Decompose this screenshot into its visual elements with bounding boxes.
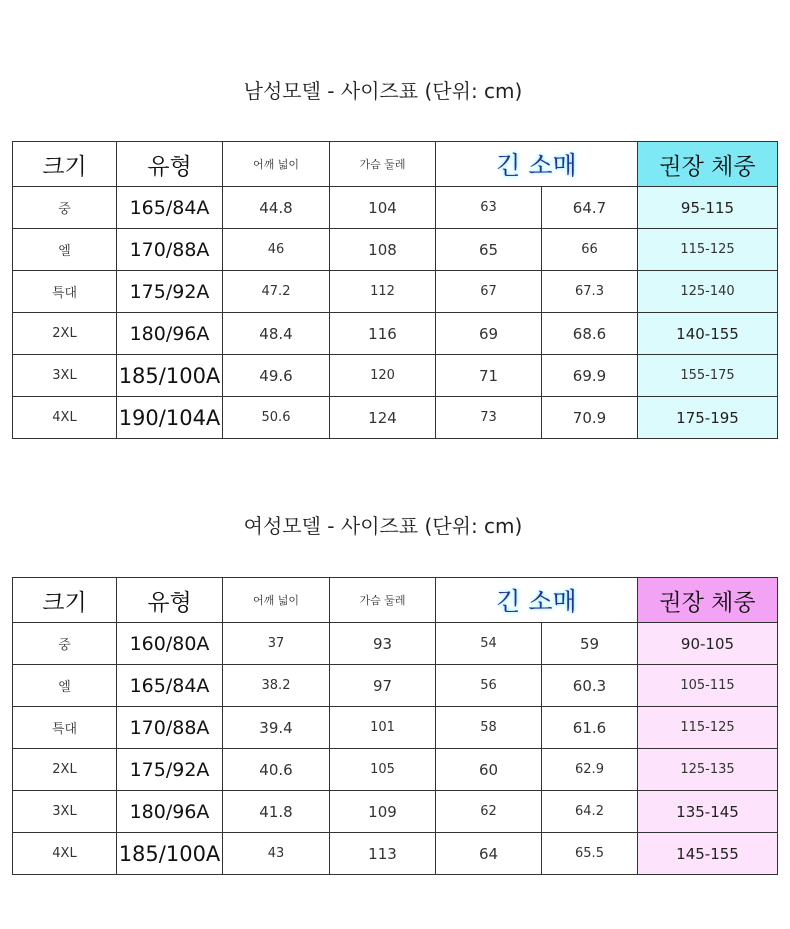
cell-sleeve-a: 65 (436, 229, 542, 271)
table-row (13, 187, 778, 229)
cell-sleeve-a: 56 (436, 665, 542, 707)
header-sleeve: 긴 소매 (436, 578, 638, 623)
cell-sleeve-a: 73 (436, 397, 542, 439)
cell-sleeve-b: 64.2 (542, 791, 638, 833)
cell-weight: 115-125 (638, 707, 778, 749)
cell-size: 2XL (13, 749, 117, 791)
cell-chest: 120 (330, 355, 436, 397)
table-row (13, 707, 778, 749)
table-row (13, 623, 778, 665)
cell-shoulder: 37 (223, 623, 330, 665)
cell-chest: 124 (330, 397, 436, 439)
cell-weight: 95-115 (638, 187, 778, 229)
cell-size: 중 (13, 623, 117, 665)
cell-type: 170/88A (117, 707, 223, 749)
cell-sleeve-b: 66 (542, 229, 638, 271)
cell-type: 185/100A (117, 833, 223, 875)
cell-type: 180/96A (117, 313, 223, 355)
cell-chest: 93 (330, 623, 436, 665)
table-row (13, 397, 778, 439)
cell-sleeve-a: 64 (436, 833, 542, 875)
header-weight: 권장 체중 (638, 578, 778, 623)
cell-chest: 97 (330, 665, 436, 707)
cell-type: 175/92A (117, 271, 223, 313)
header-shoulder: 어깨 넓이 (223, 578, 330, 623)
cell-shoulder: 46 (223, 229, 330, 271)
table-row (13, 665, 778, 707)
cell-sleeve-a: 54 (436, 623, 542, 665)
cell-chest: 113 (330, 833, 436, 875)
header-shoulder: 어깨 넓이 (223, 142, 330, 187)
header-chest: 가슴 둘레 (330, 142, 436, 187)
table-row (13, 229, 778, 271)
cell-shoulder: 47.2 (223, 271, 330, 313)
cell-sleeve-b: 67.3 (542, 271, 638, 313)
table-header-row (13, 142, 778, 187)
cell-size: 3XL (13, 791, 117, 833)
cell-size: 특대 (13, 707, 117, 749)
cell-weight: 135-145 (638, 791, 778, 833)
cell-shoulder: 40.6 (223, 749, 330, 791)
cell-sleeve-a: 62 (436, 791, 542, 833)
cell-type: 170/88A (117, 229, 223, 271)
cell-weight: 115-125 (638, 229, 778, 271)
cell-sleeve-a: 58 (436, 707, 542, 749)
table-row (13, 271, 778, 313)
cell-chest: 104 (330, 187, 436, 229)
women-size-chart-title: 여성모델 - 사이즈표 (단위: cm) (243, 514, 523, 538)
header-sleeve: 긴 소매 (436, 142, 638, 187)
header-type: 유형 (117, 578, 223, 623)
cell-chest: 116 (330, 313, 436, 355)
table-row (13, 749, 778, 791)
cell-type: 175/92A (117, 749, 223, 791)
cell-sleeve-b: 61.6 (542, 707, 638, 749)
cell-shoulder: 38.2 (223, 665, 330, 707)
cell-sleeve-b: 60.3 (542, 665, 638, 707)
cell-type: 165/84A (117, 665, 223, 707)
cell-size: 4XL (13, 833, 117, 875)
cell-type: 185/100A (117, 355, 223, 397)
cell-type: 165/84A (117, 187, 223, 229)
cell-sleeve-b: 59 (542, 623, 638, 665)
cell-shoulder: 41.8 (223, 791, 330, 833)
cell-sleeve-a: 63 (436, 187, 542, 229)
cell-weight: 145-155 (638, 833, 778, 875)
table-row (13, 791, 778, 833)
cell-sleeve-b: 65.5 (542, 833, 638, 875)
men-size-chart-title: 남성모델 - 사이즈표 (단위: cm) (243, 79, 523, 103)
cell-sleeve-b: 62.9 (542, 749, 638, 791)
cell-sleeve-a: 60 (436, 749, 542, 791)
cell-weight: 125-140 (638, 271, 778, 313)
table-header-row (13, 578, 778, 623)
header-type: 유형 (117, 142, 223, 187)
cell-shoulder: 50.6 (223, 397, 330, 439)
cell-shoulder: 43 (223, 833, 330, 875)
cell-type: 190/104A (117, 397, 223, 439)
header-size: 크기 (13, 578, 117, 623)
cell-sleeve-a: 71 (436, 355, 542, 397)
cell-weight: 175-195 (638, 397, 778, 439)
cell-shoulder: 48.4 (223, 313, 330, 355)
cell-sleeve-b: 68.6 (542, 313, 638, 355)
cell-chest: 108 (330, 229, 436, 271)
men-size-table (12, 141, 778, 439)
cell-type: 180/96A (117, 791, 223, 833)
cell-sleeve-b: 70.9 (542, 397, 638, 439)
table-row (13, 313, 778, 355)
cell-size: 2XL (13, 313, 117, 355)
cell-weight: 155-175 (638, 355, 778, 397)
cell-sleeve-b: 64.7 (542, 187, 638, 229)
cell-chest: 112 (330, 271, 436, 313)
cell-chest: 105 (330, 749, 436, 791)
cell-weight: 125-135 (638, 749, 778, 791)
table-row (13, 833, 778, 875)
cell-weight: 90-105 (638, 623, 778, 665)
cell-size: 특대 (13, 271, 117, 313)
cell-size: 3XL (13, 355, 117, 397)
cell-size: 중 (13, 187, 117, 229)
header-weight: 권장 체중 (638, 142, 778, 187)
cell-size: 엘 (13, 665, 117, 707)
cell-shoulder: 44.8 (223, 187, 330, 229)
cell-size: 엘 (13, 229, 117, 271)
cell-type: 160/80A (117, 623, 223, 665)
cell-size: 4XL (13, 397, 117, 439)
women-size-table (12, 577, 778, 875)
cell-weight: 140-155 (638, 313, 778, 355)
cell-sleeve-b: 69.9 (542, 355, 638, 397)
cell-chest: 109 (330, 791, 436, 833)
cell-shoulder: 49.6 (223, 355, 330, 397)
cell-shoulder: 39.4 (223, 707, 330, 749)
cell-sleeve-a: 67 (436, 271, 542, 313)
table-row (13, 355, 778, 397)
cell-sleeve-a: 69 (436, 313, 542, 355)
header-chest: 가슴 둘레 (330, 578, 436, 623)
cell-chest: 101 (330, 707, 436, 749)
header-size: 크기 (13, 142, 117, 187)
cell-weight: 105-115 (638, 665, 778, 707)
